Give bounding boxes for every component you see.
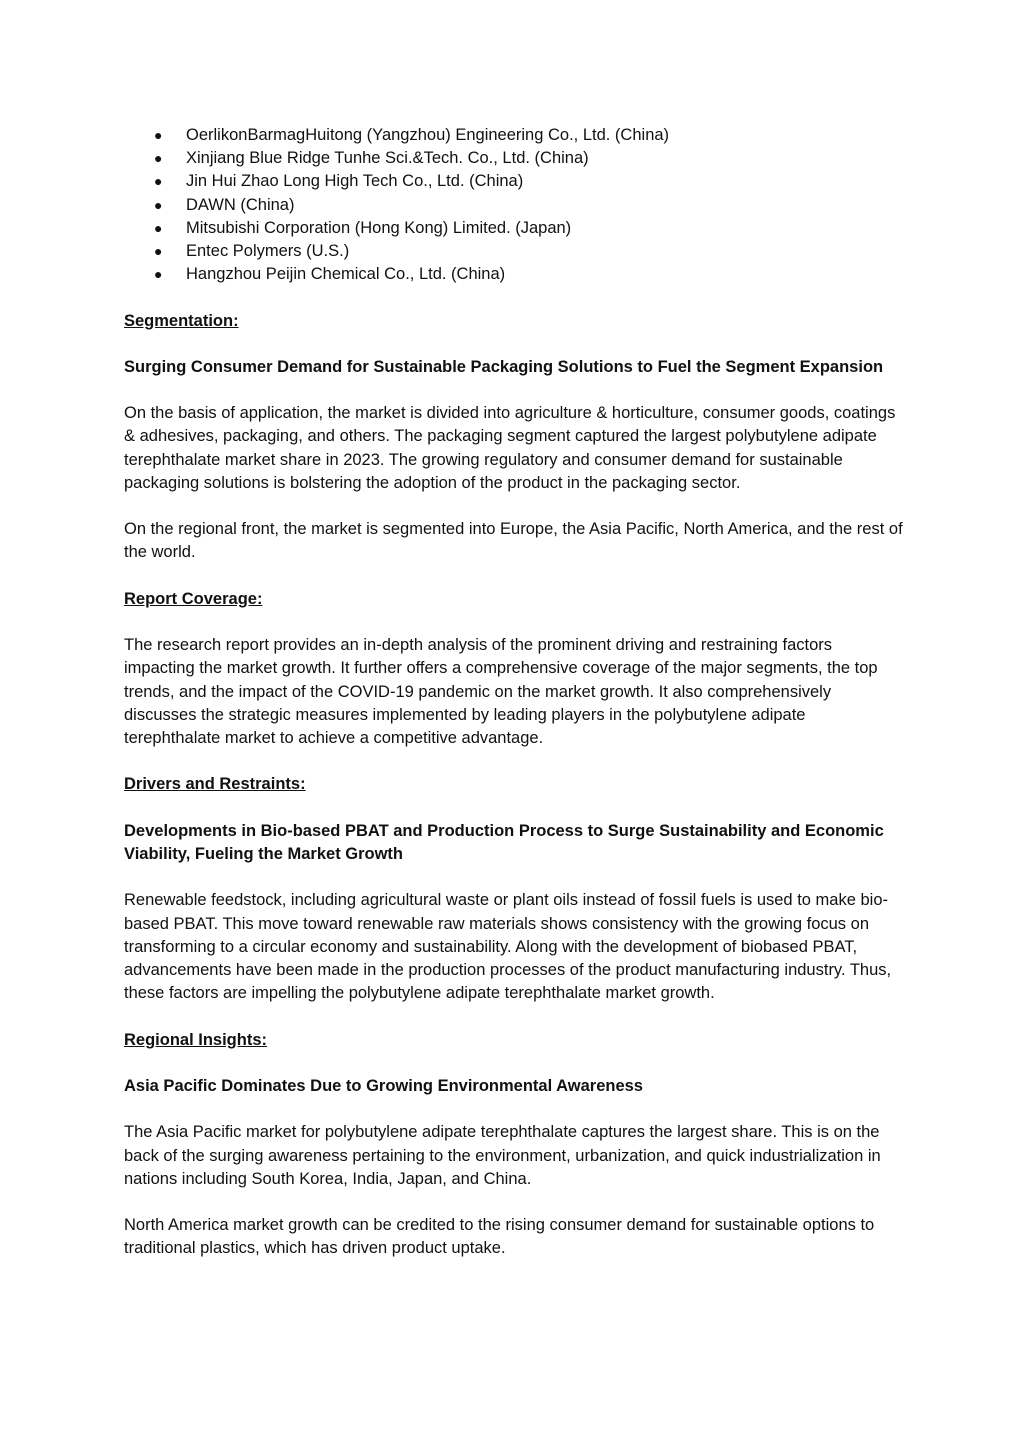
list-item: ● Hangzhou Peijin Chemical Co., Ltd. (China) [124, 263, 904, 286]
drivers-heading: Drivers and Restraints: [124, 775, 306, 794]
list-item: ● Jin Hui Zhao Long High Tech Co., Ltd. (China) [124, 170, 904, 193]
report-coverage-paragraph: The research report provides an in-depth analysis of the prominent driving and restraining factors impacting the market growth. It further offers a comprehensive coverage of the major segments, the top trends, and the impact of the COVID-19 pandemic on the market growth. It also comprehensively discusses the strategic measures implemented by leading players in the polybutylene adipate terephthalate market to achieve a competitive advantage. [124, 636, 878, 748]
bullet-icon: ● [154, 242, 163, 259]
list-item: ● Entec Polymers (U.S.) [124, 240, 904, 263]
regional-paragraph-2: North America market growth can be credited to the rising consumer demand for sustainable options to traditional plastics, which has driven product uptake. [124, 1216, 875, 1258]
document-page [124, 124, 904, 1261]
list-item: ● OerlikonBarmagHuitong (Yangzhou) Engineering Co., Ltd. (China) [124, 124, 904, 147]
drivers-paragraph: Renewable feedstock, including agricultural waste or plant oils instead of fossil fuels is used to make bio-based PBAT. This move toward renewable raw materials shows consistency with the growing focus on transforming to a circular economy and sustainability. Along with the development of biobased PBAT, advancements have been made in the production processes of the product manufacturing industry. Thus, these factors are impelling the polybutylene adipate terephthalate market growth. [124, 891, 892, 1003]
regional-heading: Regional Insights: [124, 1030, 268, 1049]
company-list [124, 124, 904, 286]
segmentation-heading: Segmentation: [124, 311, 239, 330]
regional-paragraph-1: The Asia Pacific market for polybutylene adipate terephthalate captures the largest share. This is on the back of the surging awareness pertaining to the environment, urbanization, and quick industrialization in nations including South Korea, India, Japan, and China. [124, 1123, 881, 1188]
bullet-icon: ● [154, 196, 163, 213]
list-item: ● Xinjiang Blue Ridge Tunhe Sci.&Tech. Co., Ltd. (China) [124, 147, 904, 170]
list-item: ● Mitsubishi Corporation (Hong Kong) Limited. (Japan) [124, 217, 904, 240]
report-coverage-heading: Report Coverage: [124, 589, 263, 608]
bullet-icon: ● [154, 127, 163, 143]
segmentation-subheading: Surging Consumer Demand for Sustainable Packaging Solutions to Fuel the Segment Expansion [124, 357, 884, 376]
drivers-subheading: Developments in Bio-based PBAT and Production Process to Surge Sustainability and Economic Viability, Fueling the Market Growth [124, 821, 884, 864]
bullet-icon: ● [154, 266, 163, 283]
bullet-icon: ● [154, 173, 163, 190]
bullet-icon: ● [154, 219, 163, 236]
bullet-icon: ● [154, 150, 163, 167]
list-item: ● DAWN (China) [124, 194, 904, 217]
regional-subheading: Asia Pacific Dominates Due to Growing Environmental Awareness [124, 1077, 643, 1096]
segmentation-paragraph-2: On the regional front, the market is segmented into Europe, the Asia Pacific, North America, and the rest of the world. [124, 520, 903, 562]
segmentation-paragraph-1: On the basis of application, the market is divided into agriculture & horticulture, consumer goods, coatings & adhesives, packaging, and others. The packaging segment captured the largest polybutylene adipate terephthalate market share in 2023. The growing regulatory and consumer demand for sustainable packaging solutions is bolstering the adoption of the product in the packaging sector. [124, 404, 896, 492]
